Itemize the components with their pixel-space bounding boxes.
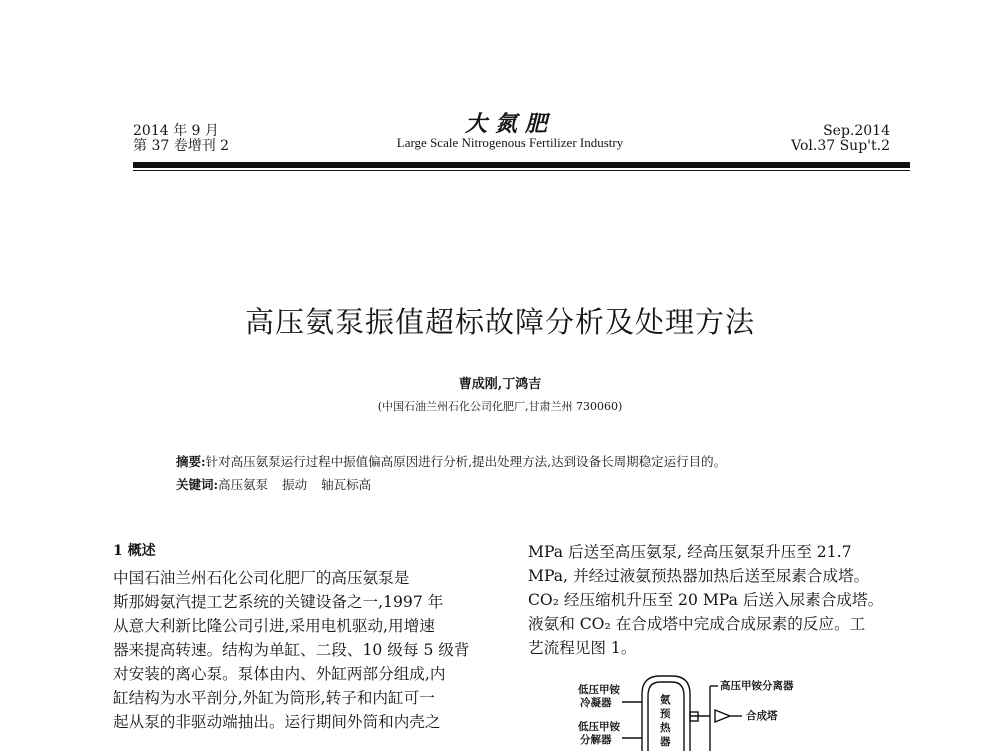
body-line: 从意大利新比隆公司引进,采用电机驱动,用增速 xyxy=(113,617,435,635)
paper-title: 高压氨泵振值超标故障分析及处理方法 xyxy=(244,305,755,339)
issue-date-en: Sep.2014 xyxy=(823,123,890,139)
figure-label: 分解器 xyxy=(580,734,612,746)
keywords-label: 关键词: xyxy=(176,477,219,492)
figure-label: 低压甲铵 xyxy=(578,721,620,733)
abstract-text: 针对高压氨泵运行过程中振值偏高原因进行分析,提出处理方法,达到设备长周期稳定运行目的。 xyxy=(205,454,727,469)
body-line: 缸结构为水平剖分,外缸为筒形,转子和内缸可一 xyxy=(113,689,435,707)
body-line: 器来提高转速。结构为单缸、二段、10 级每 5 级背 xyxy=(113,641,470,659)
journal-masthead xyxy=(380,112,640,150)
body-line: 艺流程见图 1。 xyxy=(528,639,637,657)
keyword: 振动 xyxy=(282,477,308,492)
paper-affiliation: (中国石油兰州石化公司化肥厂,甘肃兰州 730060) xyxy=(377,400,623,413)
body-column-left xyxy=(113,566,493,734)
body-column-right xyxy=(528,540,908,660)
figure-label: 氨 xyxy=(660,694,671,706)
body-line: 液氨和 CO₂ 在合成塔中完成合成尿素的反应。工 xyxy=(528,615,866,633)
header-rule-thick xyxy=(133,162,910,168)
figure-label: 热 xyxy=(660,722,671,734)
process-flow-figure xyxy=(560,672,900,751)
figure-label: 合成塔 xyxy=(746,710,778,722)
pump-symbol xyxy=(715,710,730,722)
journal-name-en: Large Scale Nitrogenous Fertilizer Industry xyxy=(396,135,624,150)
body-line: 对安装的离心泵。泵体由内、外缸两部分组成,内 xyxy=(113,665,446,683)
volume-cn: 第 37 卷增刊 2 xyxy=(133,138,230,154)
section-heading: 1 概述 xyxy=(113,543,156,559)
volume-en: Vol.37 Sup't.2 xyxy=(791,138,890,154)
paper-authors: 曹成刚,丁鸿吉 xyxy=(458,377,542,392)
figure-label: 高压甲铵分离器 xyxy=(720,680,794,692)
body-line: MPa 后送至高压氨泵, 经高压氨泵升压至 21.7 xyxy=(528,543,852,561)
abstract xyxy=(176,452,726,470)
header-right xyxy=(791,124,890,154)
journal-logo: 大氮肥 xyxy=(464,111,555,137)
issue-date-cn: 2014 年 9 月 xyxy=(133,123,219,139)
figure-label: 低压甲铵 xyxy=(578,684,620,696)
body-line: 斯那姆氨汽提工艺系统的关键设备之一,1997 年 xyxy=(113,593,444,611)
figure-label: 器 xyxy=(660,736,671,748)
body-line: 起从泵的非驱动端抽出。运行期间外筒和内壳之 xyxy=(113,713,441,731)
abstract-label: 摘要: xyxy=(176,454,206,469)
keyword: 高压氨泵 xyxy=(218,477,269,492)
body-line: MPa, 并经过液氨预热器加热后送至尿素合成塔。 xyxy=(528,567,870,585)
figure-label: 预 xyxy=(660,708,671,720)
figure-label: 冷凝器 xyxy=(580,697,612,709)
keywords xyxy=(176,475,371,493)
keyword: 轴瓦标高 xyxy=(321,477,372,492)
header-rule-thin xyxy=(133,170,910,171)
header-left xyxy=(133,124,229,154)
body-line: 中国石油兰州石化公司化肥厂的高压氨泵是 xyxy=(113,569,410,587)
body-line: CO₂ 经压缩机升压至 20 MPa 后送入尿素合成塔。 xyxy=(528,591,884,609)
